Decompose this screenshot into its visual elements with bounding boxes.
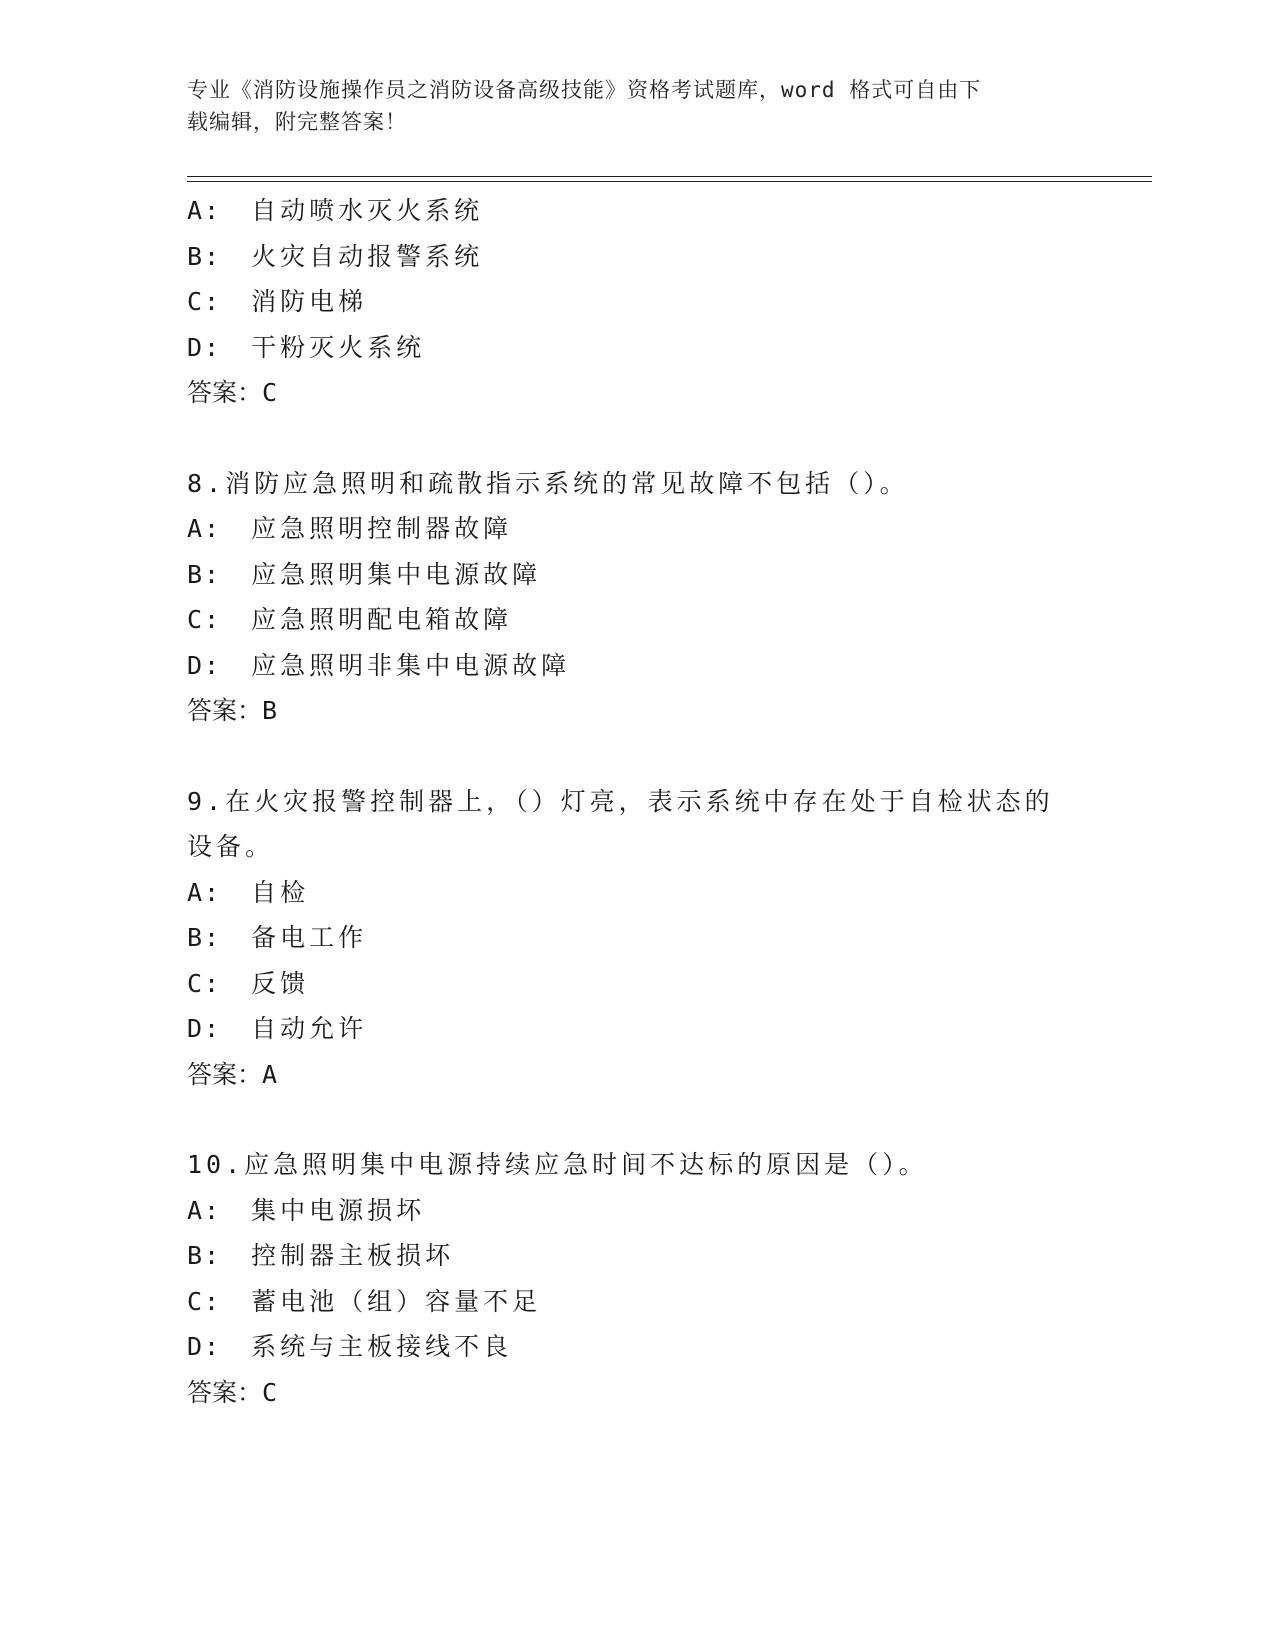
option-d: D: 系统与主板接线不良: [187, 1332, 513, 1361]
option-b: B: 备电工作: [187, 923, 368, 952]
option-d: D: 应急照明非集中电源故障: [187, 650, 571, 680]
option-a: A: 自动喷水灭火系统: [187, 196, 484, 225]
option-c: C: 反馈: [187, 968, 310, 998]
option-a: A: 应急照明控制器故障: [187, 514, 513, 543]
option-a: A: 集中电源损坏: [187, 1195, 426, 1225]
answer-line: 答案：B: [187, 696, 279, 725]
option-b: B: 控制器主板损坏: [187, 1241, 455, 1270]
option-d: D: 干粉灭火系统: [187, 332, 426, 362]
option-d: D: 自动允许: [187, 1014, 368, 1043]
option-c: C: 应急照明配电箱故障: [187, 605, 513, 634]
header-divider-top: [187, 176, 1152, 177]
header-line-1: 专业《消防设施操作员之消防设备高级技能》资格考试题库，word 格式可自由下: [187, 78, 982, 102]
option-a: A: 自检: [187, 877, 310, 907]
question-block-8: [187, 461, 1087, 734]
question-text-line-2: 设备。: [187, 832, 275, 861]
header-divider-bottom: [187, 181, 1152, 182]
option-c: C: 消防电梯: [187, 287, 368, 316]
document-header: [187, 74, 1067, 138]
answer-line: 答案：C: [187, 378, 279, 407]
question-text: 10.应急照明集中电源持续应急时间不达标的原因是（）。: [187, 1150, 928, 1179]
answer-line: 答案：C: [187, 1377, 279, 1407]
question-block-9: [187, 779, 1087, 1098]
option-b: B: 火灾自动报警系统: [187, 241, 484, 271]
question-content: [187, 188, 1087, 1415]
question-block-10: [187, 1142, 1087, 1415]
question-text: 8.消防应急照明和疏散指示系统的常见故障不包括（）。: [187, 468, 909, 498]
option-b: B: 应急照明集中电源故障: [187, 559, 542, 589]
header-line-2: 载编辑，附完整答案！: [187, 110, 407, 134]
question-block-7: [187, 188, 1087, 416]
option-c: C: 蓄电池（组）容量不足: [187, 1286, 542, 1316]
answer-line: 答案：A: [187, 1059, 279, 1089]
question-text-line-1: 9.在火灾报警控制器上，（）灯亮，表示系统中存在处于自检状态的: [187, 786, 1054, 816]
